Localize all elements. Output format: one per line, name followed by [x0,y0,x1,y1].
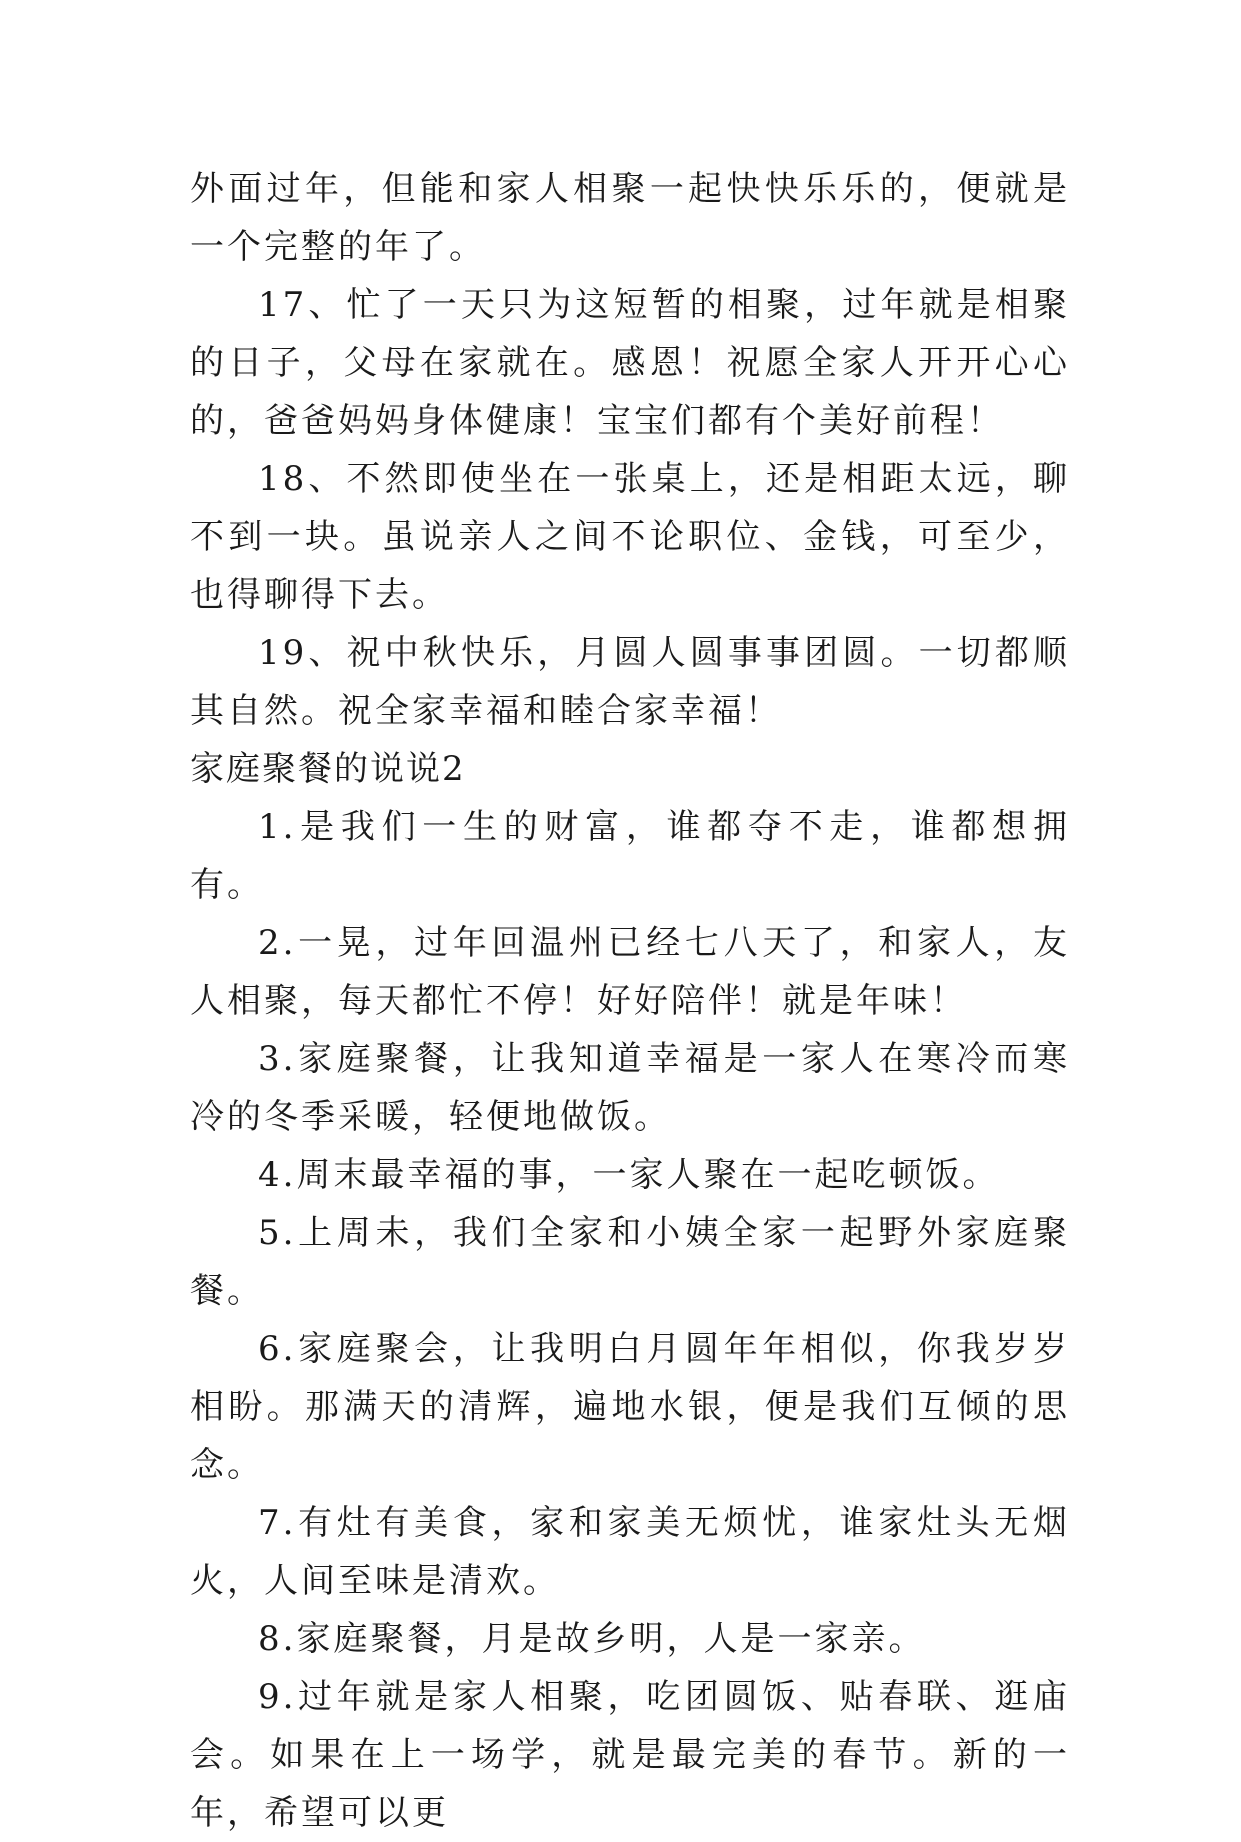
paragraph-item-4: 4.周末最幸福的事，一家人聚在一起吃顿饭。 [258,1155,1000,1195]
paragraph-item-2: 2.一晃，过年回温州已经七八天了，和家人，友人相聚，每天都忙不停！好好陪伴！就是年味！ [190,923,1070,1021]
paragraph-item-7: 7.有灶有美食，家和家美无烦忧，谁家灶头无烟火，人间至味是清欢。 [190,1503,1070,1601]
paragraph-item-5: 5.上周未，我们全家和小姨全家一起野外家庭聚餐。 [190,1213,1070,1311]
section-heading: 家庭聚餐的说说2 [190,749,466,789]
paragraph-item-1: 1.是我们一生的财富，谁都夺不走，谁都想拥有。 [190,807,1070,905]
paragraph-item-17: 17、忙了一天只为这短暂的相聚，过年就是相聚的日子，父母在家就在。感恩！祝愿全家人开开心心的，爸爸妈妈身体健康！宝宝们都有个美好前程！ [190,285,1070,441]
document-body [190,160,1070,1842]
paragraph-item-18: 18、不然即使坐在一张桌上，还是相距太远，聊不到一块。虽说亲人之间不论职位、金钱，可至少，也得聊得下去。 [190,459,1070,615]
paragraph-item-19: 19、祝中秋快乐，月圆人圆事事团圆。一切都顺其自然。祝全家幸福和睦合家幸福！ [190,633,1070,731]
paragraph-item-9: 9.过年就是家人相聚，吃团圆饭、贴春联、逛庙会。如果在上一场学，就是最完美的春节。新的一年，希望可以更 [190,1677,1070,1833]
paragraph-item-6: 6.家庭聚会，让我明白月圆年年相似，你我岁岁相盼。那满天的清辉，遍地水银，便是我们互倾的思念。 [190,1329,1070,1485]
paragraph-item-8: 8.家庭聚餐，月是故乡明，人是一家亲。 [258,1619,926,1659]
paragraph-item-3: 3.家庭聚餐，让我知道幸福是一家人在寒冷而寒冷的冬季采暖，轻便地做饭。 [190,1039,1070,1137]
paragraph-continuation: 外面过年，但能和家人相聚一起快快乐乐的，便就是一个完整的年了。 [190,169,1070,267]
